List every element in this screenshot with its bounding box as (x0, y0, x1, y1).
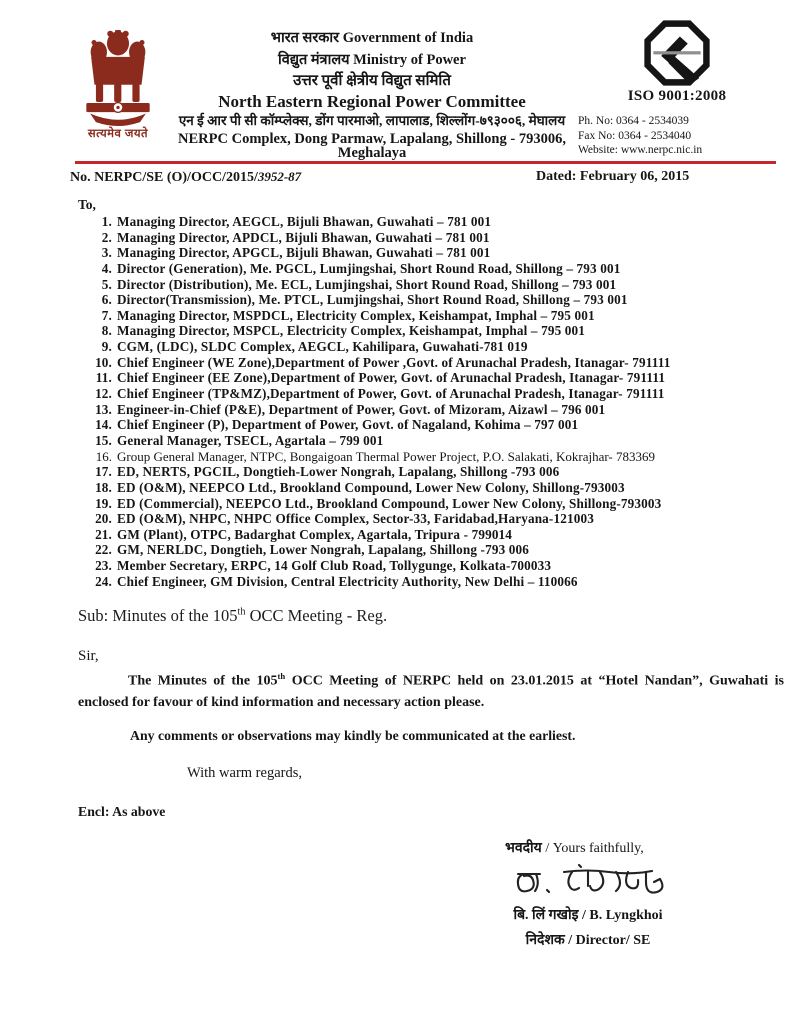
recipient-row (90, 230, 785, 246)
body-paragraph-2: Any comments or observations may kindly be communicated at the earliest. (130, 728, 576, 743)
recipient-number: 6. (101, 292, 112, 308)
reference-number-handwritten: 3952-87 (257, 169, 302, 184)
recipient-row (90, 480, 785, 496)
recipient-list (90, 214, 785, 589)
recipient-row (90, 496, 785, 512)
phone-number: Ph. No: 0364 - 2534039 (578, 115, 689, 127)
recipient-text: GM, NERLDC, Dongtieh, Lower Nongrah, Lapalang, Shillong -793 006 (117, 542, 529, 558)
recipient-number: 16. (95, 448, 112, 464)
recipient-number: 22. (95, 542, 112, 558)
ministry-of-power-line: विद्युत मंत्रालय Ministry of Power (278, 51, 466, 68)
recipient-text: Chief Engineer (TP&MZ),Department of Power, Govt. of Arunachal Pradesh, Itanagar- 791111 (117, 386, 665, 402)
signatory-name: बि. लिं गखोइ / B. Lyngkhoi (513, 908, 663, 923)
recipient-text: Managing Director, MSPDCL, Electricity Complex, Keishampat, Imphal – 795 001 (117, 307, 595, 323)
recipient-number: 18. (95, 479, 112, 495)
body-ordinal-sup: th (277, 671, 286, 681)
letterhead-center (172, 31, 572, 161)
recipient-text: Chief Engineer (P), Department of Power, Govt. of Nagaland, Kohima – 797 001 (117, 417, 579, 433)
body-paragraph-1-tail: OCC Meeting of NERPC held on 23.01.2015 at “Hotel Nandan”, Guwahati is enclosed for favour of kind information and necessary action please. (78, 673, 784, 711)
recipient-row (90, 386, 785, 402)
website: Website: www.nerpc.nic.in (578, 144, 703, 156)
recipient-row (90, 574, 785, 590)
recipient-number: 9. (101, 339, 112, 355)
recipient-text: Managing Director, AEGCL, Bijuli Bhawan, Guwahati – 781 001 (117, 214, 492, 229)
recipient-text: ED (O&M), NEEPCO Ltd., Brookland Compound, Lower New Colony, Shillong-793003 (117, 479, 625, 495)
recipient-text: Managing Director, MSPCL, Electricity Complex, Keishampat, Imphal – 795 001 (117, 323, 586, 339)
recipient-row (90, 402, 785, 418)
recipient-row (90, 339, 785, 355)
salutation: Sir, (78, 648, 99, 664)
recipient-text: General Manager, TSECL, Agartala – 799 001 (117, 432, 384, 448)
recipient-row (90, 542, 785, 558)
recipient-row (90, 370, 785, 386)
body-paragraph-1 (78, 666, 784, 714)
recipient-text: Chief Engineer, GM Division, Central Electricity Authority, New Delhi – 110066 (117, 573, 578, 589)
recipient-row (90, 323, 785, 339)
subject-text: Sub: Minutes of the 105 (78, 606, 238, 625)
letterhead-red-divider (75, 161, 776, 164)
recipient-number: 24. (95, 573, 112, 589)
recipient-number: 3. (101, 245, 112, 261)
recipient-row (90, 292, 785, 308)
recipient-text: Managing Director, APDCL, Bijuli Bhawan, Guwahati – 781 001 (117, 229, 490, 245)
recipient-text: Chief Engineer (EE Zone),Department of Power, Govt. of Arunachal Pradesh, Itanagar- 791111 (117, 370, 666, 386)
recipient-number: 13. (95, 401, 112, 417)
recipient-text: Engineer-in-Chief (P&E), Department of Power, Govt. of Mizoram, Aizawl – 796 001 (117, 401, 606, 417)
recipient-text: GM (Plant), OTPC, Badarghat Complex, Agartala, Tripura - 799014 (117, 526, 513, 542)
committee-name-english: North Eastern Regional Power Committee (218, 92, 526, 111)
recipient-text: CGM, (LDC), SLDC Complex, AEGCL, Kahilipara, Guwahati-781 019 (117, 339, 528, 355)
recipient-row (90, 214, 785, 230)
contact-block (566, 114, 788, 158)
emblem-caption: सत्यमेव जयते (87, 128, 149, 140)
recipient-text: Member Secretary, ERPC, 14 Golf Club Road, Tollygunge, Kolkata-700033 (117, 558, 552, 574)
recipient-text: Director (Distribution), Me. ECL, Lumjingshai, Short Round Road, Shillong – 793 001 (117, 276, 617, 292)
recipient-row (90, 558, 785, 574)
reference-row (70, 169, 780, 186)
enclosure-note: Encl: As above (78, 804, 166, 819)
recipient-number: 1. (101, 214, 112, 229)
recipient-row (90, 355, 785, 371)
recipient-number: 12. (95, 386, 112, 402)
yours-faithfully-line (505, 838, 644, 857)
subject-line (78, 606, 387, 626)
yours-faithfully-hindi: भवदीय (505, 841, 542, 856)
recipient-number: 7. (101, 307, 112, 323)
reference-number: No. NERPC/SE (O)/OCC/2015/ (70, 170, 258, 185)
recipient-number: 2. (101, 229, 112, 245)
recipient-row (90, 511, 785, 527)
recipient-number: 20. (95, 511, 112, 527)
recipient-row (90, 417, 785, 433)
recipient-text: ED (O&M), NHPC, NHPC Office Complex, Sector-33, Faridabad,Haryana-121003 (117, 511, 594, 527)
recipient-row (90, 527, 785, 543)
address-hindi: एन ई आर पी सी कॉम्प्लेक्स, डोंग पारमाओ, लापालाड, शिल्लोंग-७९३००६, मेघालय (178, 113, 566, 128)
recipient-row (90, 449, 785, 465)
recipient-row (90, 464, 785, 480)
recipient-text: Director(Transmission), Me. PTCL, Lumjingshai, Short Round Road, Shillong – 793 001 (117, 292, 628, 308)
recipient-text: Group General Manager, NTPC, Bongaigoan Thermal Power Project, P.O. Salakati, Kokrajhar- 783369 (117, 448, 655, 464)
recipient-row (90, 277, 785, 293)
address-english: NERPC Complex, Dong Parmaw, Lapalang, Shillong - 793006, Meghalaya (178, 130, 566, 161)
recipient-text: ED (Commercial), NEEPCO Ltd., Brookland Compound, Lower New Colony, Shillong-793003 (117, 495, 662, 511)
recipient-number: 21. (95, 526, 112, 542)
committee-name-hindi: उत्तर पूर्वी क्षेत्रीय विद्युत समिति (293, 73, 451, 89)
letter-date: Dated: February 06, 2015 (536, 169, 690, 184)
fax-number: Fax No: 0364 - 2534040 (578, 129, 692, 142)
recipient-row (90, 245, 785, 261)
subject-text-tail: OCC Meeting - Reg. (245, 606, 388, 625)
iso-certification-label: ISO 9001:2008 (627, 88, 727, 104)
body-paragraph-1-text: The Minutes of the 105 (128, 673, 278, 689)
regards-line: With warm regards, (187, 765, 302, 781)
recipient-number: 17. (95, 464, 112, 480)
recipient-text: ED, NERTS, PGCIL, Dongtieh-Lower Nongrah, Lapalang, Shillong -793 006 (117, 464, 560, 480)
recipient-number: 19. (95, 495, 112, 511)
yours-faithfully-english: / Yours faithfully, (541, 841, 644, 856)
recipient-row (90, 308, 785, 324)
recipient-number: 14. (95, 417, 112, 433)
govt-of-india-line: भारत सरकार Government of India (270, 30, 474, 46)
recipient-number: 8. (101, 323, 112, 339)
recipient-number: 23. (95, 558, 112, 574)
recipient-text: Chief Engineer (WE Zone),Department of Power ,Govt. of Arunachal Pradesh, Itanagar- 791111 (117, 354, 671, 370)
to-label: To, (78, 197, 96, 212)
signatory-designation: निदेशक / Director/ SE (525, 933, 651, 948)
handwritten-signature (512, 861, 670, 907)
recipient-number: 11. (95, 370, 112, 386)
recipient-number: 5. (101, 276, 112, 292)
recipient-row (90, 261, 785, 277)
letterhead-right (566, 20, 788, 158)
subject-ordinal-sup: th (237, 606, 246, 618)
recipient-text: Director (Generation), Me. PGCL, Lumjingshai, Short Round Road, Shillong – 793 001 (117, 260, 621, 276)
recipient-number: 15. (95, 432, 112, 448)
recipient-number: 4. (101, 260, 112, 276)
recipient-text: Managing Director, APGCL, Bijuli Bhawan, Guwahati – 781 001 (117, 245, 491, 261)
recipient-number: 10. (95, 354, 112, 370)
iso-quality-mark-icon (644, 20, 710, 86)
india-national-emblem-icon (70, 30, 166, 126)
recipient-row (90, 433, 785, 449)
